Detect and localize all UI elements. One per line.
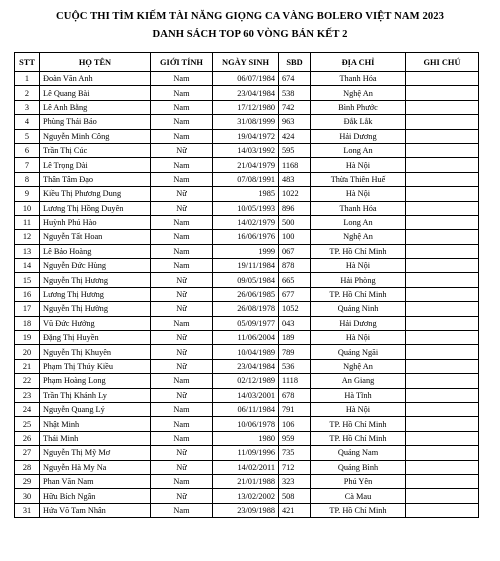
table-row [15, 129, 479, 143]
cell-dob: 14/02/2011 [213, 460, 279, 474]
cell-stt: 14 [15, 259, 40, 273]
cell-stt: 7 [15, 158, 40, 172]
table-row [15, 287, 479, 301]
cell-stt: 8 [15, 172, 40, 186]
cell-dob: 17/12/1980 [213, 100, 279, 114]
cell-address: Nghệ An [311, 230, 406, 244]
table-row [15, 302, 479, 316]
header-sbd: SBD [279, 53, 311, 72]
cell-stt: 20 [15, 345, 40, 359]
cell-gender: Nữ [151, 287, 213, 301]
header-stt: STT [15, 53, 40, 72]
cell-address: Cà Mau [311, 489, 406, 503]
cell-gender: Nữ [151, 201, 213, 215]
table-row [15, 359, 479, 373]
cell-address: Đắk Lắk [311, 115, 406, 129]
table-row [15, 402, 479, 416]
cell-address: Quảng Ngãi [311, 345, 406, 359]
cell-name: Lương Thị Hương [40, 287, 151, 301]
cell-note [406, 100, 479, 114]
cell-gender: Nữ [151, 359, 213, 373]
cell-note [406, 273, 479, 287]
cell-address: Quảng Nam [311, 446, 406, 460]
cell-address: Thanh Hóa [311, 201, 406, 215]
cell-address: TP. Hồ Chí Minh [311, 244, 406, 258]
cell-dob: 16/06/1976 [213, 230, 279, 244]
cell-dob: 09/05/1984 [213, 273, 279, 287]
cell-stt: 9 [15, 187, 40, 201]
cell-name: Nguyễn Hà My Na [40, 460, 151, 474]
cell-gender: Nữ [151, 446, 213, 460]
cell-sbd: 189 [279, 331, 311, 345]
cell-address: Nghệ An [311, 359, 406, 373]
cell-sbd: 100 [279, 230, 311, 244]
contestant-table [14, 52, 479, 518]
cell-stt: 3 [15, 100, 40, 114]
cell-gender: Nam [151, 172, 213, 186]
cell-name: Trần Thị Cúc [40, 143, 151, 157]
cell-address: TP. Hồ Chí Minh [311, 287, 406, 301]
cell-name: Kiều Thị Phương Dung [40, 187, 151, 201]
cell-gender: Nam [151, 129, 213, 143]
cell-sbd: 678 [279, 388, 311, 402]
cell-note [406, 331, 479, 345]
table-row [15, 115, 479, 129]
cell-stt: 10 [15, 201, 40, 215]
cell-sbd: 1168 [279, 158, 311, 172]
cell-note [406, 230, 479, 244]
cell-note [406, 259, 479, 273]
cell-stt: 2 [15, 86, 40, 100]
cell-sbd: 323 [279, 474, 311, 488]
table-row [15, 460, 479, 474]
table-row [15, 86, 479, 100]
cell-gender: Nữ [151, 273, 213, 287]
cell-note [406, 302, 479, 316]
cell-gender: Nam [151, 431, 213, 445]
cell-dob: 23/09/1988 [213, 503, 279, 517]
cell-name: Lương Thị Hồng Duyên [40, 201, 151, 215]
cell-gender: Nam [151, 72, 213, 86]
table-row [15, 474, 479, 488]
cell-address: Hà Nội [311, 259, 406, 273]
cell-name: Thái Minh [40, 431, 151, 445]
cell-note [406, 417, 479, 431]
cell-name: Nguyễn Thị Mỹ Mơ [40, 446, 151, 460]
cell-name: Đặng Thị Huyền [40, 331, 151, 345]
cell-sbd: 665 [279, 273, 311, 287]
cell-dob: 11/06/2004 [213, 331, 279, 345]
document-title: CUỘC THI TÌM KIẾM TÀI NĂNG GIỌNG CA VÀNG BOLERO VIỆT NAM 2023 [55, 11, 445, 22]
cell-sbd: 789 [279, 345, 311, 359]
cell-address: Thanh Hóa [311, 72, 406, 86]
cell-stt: 21 [15, 359, 40, 373]
cell-dob: 21/01/1988 [213, 474, 279, 488]
cell-note [406, 431, 479, 445]
cell-note [406, 215, 479, 229]
cell-gender: Nữ [151, 388, 213, 402]
cell-sbd: 878 [279, 259, 311, 273]
table-body [15, 72, 479, 518]
cell-name: Phạm Thị Thúy Kiều [40, 359, 151, 373]
cell-gender: Nữ [151, 331, 213, 345]
cell-sbd: 1118 [279, 374, 311, 388]
cell-dob: 14/02/1979 [213, 215, 279, 229]
header-gender: GIỚI TÍNH [151, 53, 213, 72]
table-row [15, 215, 479, 229]
cell-name: Vũ Đức Hưởng [40, 316, 151, 330]
cell-address: Thừa Thiên Huế [311, 172, 406, 186]
cell-stt: 5 [15, 129, 40, 143]
cell-stt: 1 [15, 72, 40, 86]
cell-note [406, 287, 479, 301]
cell-name: Đoàn Văn Anh [40, 72, 151, 86]
cell-gender: Nam [151, 100, 213, 114]
cell-note [406, 143, 479, 157]
cell-address: TP. Hồ Chí Minh [311, 417, 406, 431]
cell-name: Phùng Thái Bảo [40, 115, 151, 129]
table-row [15, 172, 479, 186]
cell-sbd: 043 [279, 316, 311, 330]
cell-name: Hứa Võ Tam Nhân [40, 503, 151, 517]
table-row [15, 187, 479, 201]
cell-stt: 11 [15, 215, 40, 229]
cell-stt: 25 [15, 417, 40, 431]
cell-gender: Nam [151, 215, 213, 229]
header-dob: NGÀY SINH [213, 53, 279, 72]
cell-name: Nhật Minh [40, 417, 151, 431]
cell-name: Lê Bảo Hoàng [40, 244, 151, 258]
cell-note [406, 316, 479, 330]
cell-gender: Nam [151, 158, 213, 172]
cell-gender: Nam [151, 374, 213, 388]
cell-dob: 13/02/2002 [213, 489, 279, 503]
cell-stt: 23 [15, 388, 40, 402]
cell-address: An Giang [311, 374, 406, 388]
cell-stt: 13 [15, 244, 40, 258]
cell-sbd: 421 [279, 503, 311, 517]
table-row [15, 100, 479, 114]
cell-note [406, 503, 479, 517]
cell-sbd: 483 [279, 172, 311, 186]
cell-sbd: 896 [279, 201, 311, 215]
cell-address: Long An [311, 143, 406, 157]
cell-note [406, 388, 479, 402]
cell-stt: 4 [15, 115, 40, 129]
cell-dob: 06/07/1984 [213, 72, 279, 86]
document-subtitle: DANH SÁCH TOP 60 VÒNG BÁN KẾT 2 [152, 29, 348, 40]
cell-sbd: 742 [279, 100, 311, 114]
table-header-row [15, 53, 479, 72]
table-row [15, 489, 479, 503]
cell-stt: 12 [15, 230, 40, 244]
cell-gender: Nam [151, 417, 213, 431]
cell-sbd: 067 [279, 244, 311, 258]
cell-sbd: 536 [279, 359, 311, 373]
cell-note [406, 172, 479, 186]
cell-stt: 30 [15, 489, 40, 503]
cell-gender: Nam [151, 86, 213, 100]
cell-stt: 24 [15, 402, 40, 416]
table-row [15, 230, 479, 244]
cell-note [406, 489, 479, 503]
cell-address: TP. Hồ Chí Minh [311, 503, 406, 517]
cell-note [406, 72, 479, 86]
cell-note [406, 86, 479, 100]
cell-name: Hữu Bích Ngân [40, 489, 151, 503]
table-row [15, 273, 479, 287]
cell-dob: 07/08/1991 [213, 172, 279, 186]
table-row [15, 72, 479, 86]
cell-gender: Nam [151, 230, 213, 244]
cell-note [406, 129, 479, 143]
cell-sbd: 791 [279, 402, 311, 416]
cell-address: Hà Nội [311, 331, 406, 345]
cell-gender: Nữ [151, 489, 213, 503]
cell-name: Thân Tâm Đạo [40, 172, 151, 186]
cell-sbd: 508 [279, 489, 311, 503]
cell-name: Phạm Hoàng Long [40, 374, 151, 388]
cell-dob: 11/09/1996 [213, 446, 279, 460]
cell-sbd: 1052 [279, 302, 311, 316]
cell-note [406, 359, 479, 373]
cell-address: Long An [311, 215, 406, 229]
cell-name: Huỳnh Phú Hào [40, 215, 151, 229]
cell-dob: 05/09/1977 [213, 316, 279, 330]
cell-address: Quảng Ninh [311, 302, 406, 316]
table-row [15, 388, 479, 402]
cell-note [406, 402, 479, 416]
cell-dob: 19/04/1972 [213, 129, 279, 143]
cell-stt: 28 [15, 460, 40, 474]
cell-name: Nguyễn Tất Hoan [40, 230, 151, 244]
cell-gender: Nam [151, 503, 213, 517]
cell-sbd: 1022 [279, 187, 311, 201]
cell-address: Hà Tĩnh [311, 388, 406, 402]
table-row [15, 374, 479, 388]
cell-dob: 10/06/1978 [213, 417, 279, 431]
cell-gender: Nam [151, 244, 213, 258]
cell-dob: 26/06/1985 [213, 287, 279, 301]
cell-note [406, 374, 479, 388]
cell-name: Nguyễn Minh Công [40, 129, 151, 143]
cell-sbd: 674 [279, 72, 311, 86]
table-row [15, 143, 479, 157]
table-row [15, 158, 479, 172]
cell-stt: 22 [15, 374, 40, 388]
cell-name: Nguyễn Quang Lý [40, 402, 151, 416]
header-address: ĐỊA CHỈ [311, 53, 406, 72]
cell-note [406, 446, 479, 460]
cell-name: Phan Văn Nam [40, 474, 151, 488]
cell-address: Hải Dương [311, 129, 406, 143]
cell-dob: 1999 [213, 244, 279, 258]
cell-stt: 17 [15, 302, 40, 316]
cell-address: Phú Yên [311, 474, 406, 488]
cell-dob: 19/11/1984 [213, 259, 279, 273]
cell-dob: 10/05/1993 [213, 201, 279, 215]
header-name: HỌ TÊN [40, 53, 151, 72]
cell-gender: Nữ [151, 187, 213, 201]
cell-address: Hà Nội [311, 187, 406, 201]
cell-sbd: 106 [279, 417, 311, 431]
cell-dob: 21/04/1979 [213, 158, 279, 172]
cell-address: Hà Nội [311, 158, 406, 172]
cell-note [406, 158, 479, 172]
cell-dob: 31/08/1999 [213, 115, 279, 129]
table-row [15, 503, 479, 517]
cell-stt: 27 [15, 446, 40, 460]
table-row [15, 201, 479, 215]
cell-name: Trần Thị Khánh Ly [40, 388, 151, 402]
cell-sbd: 963 [279, 115, 311, 129]
cell-sbd: 735 [279, 446, 311, 460]
cell-address: Quảng Bình [311, 460, 406, 474]
cell-dob: 14/03/1992 [213, 143, 279, 157]
cell-note [406, 244, 479, 258]
cell-sbd: 712 [279, 460, 311, 474]
cell-dob: 06/11/1984 [213, 402, 279, 416]
cell-stt: 29 [15, 474, 40, 488]
table-row [15, 446, 479, 460]
cell-dob: 26/08/1978 [213, 302, 279, 316]
cell-note [406, 187, 479, 201]
table-row [15, 316, 479, 330]
cell-address: Hải Phòng [311, 273, 406, 287]
header-note: GHI CHÚ [406, 53, 479, 72]
cell-name: Lê Anh Bằng [40, 100, 151, 114]
cell-address: TP. Hồ Chí Minh [311, 431, 406, 445]
cell-note [406, 460, 479, 474]
table-row [15, 417, 479, 431]
cell-gender: Nữ [151, 143, 213, 157]
cell-sbd: 500 [279, 215, 311, 229]
cell-address: Bình Phước [311, 100, 406, 114]
cell-note [406, 474, 479, 488]
table-row [15, 431, 479, 445]
cell-dob: 23/04/1984 [213, 359, 279, 373]
cell-address: Hải Dương [311, 316, 406, 330]
cell-dob: 10/04/1989 [213, 345, 279, 359]
cell-gender: Nữ [151, 345, 213, 359]
cell-gender: Nam [151, 316, 213, 330]
cell-sbd: 595 [279, 143, 311, 157]
cell-stt: 16 [15, 287, 40, 301]
cell-stt: 31 [15, 503, 40, 517]
cell-dob: 1980 [213, 431, 279, 445]
cell-name: Nguyễn Đức Hùng [40, 259, 151, 273]
cell-name: Nguyễn Thị Khuyên [40, 345, 151, 359]
cell-dob: 1985 [213, 187, 279, 201]
table-row [15, 331, 479, 345]
cell-sbd: 538 [279, 86, 311, 100]
cell-note [406, 345, 479, 359]
cell-address: Nghệ An [311, 86, 406, 100]
cell-dob: 14/03/2001 [213, 388, 279, 402]
table-row [15, 345, 479, 359]
cell-dob: 02/12/1989 [213, 374, 279, 388]
cell-sbd: 959 [279, 431, 311, 445]
cell-stt: 26 [15, 431, 40, 445]
cell-note [406, 115, 479, 129]
cell-name: Nguyễn Thị Hương [40, 273, 151, 287]
cell-gender: Nam [151, 474, 213, 488]
cell-stt: 15 [15, 273, 40, 287]
cell-stt: 6 [15, 143, 40, 157]
cell-gender: Nam [151, 402, 213, 416]
cell-name: Lê Quang Bài [40, 86, 151, 100]
cell-sbd: 424 [279, 129, 311, 143]
cell-dob: 23/04/1984 [213, 86, 279, 100]
cell-gender: Nam [151, 115, 213, 129]
cell-address: Hà Nội [311, 402, 406, 416]
cell-name: Nguyễn Thị Hường [40, 302, 151, 316]
cell-gender: Nam [151, 259, 213, 273]
cell-gender: Nữ [151, 302, 213, 316]
table-row [15, 259, 479, 273]
cell-sbd: 677 [279, 287, 311, 301]
cell-name: Lê Trọng Dài [40, 158, 151, 172]
cell-stt: 19 [15, 331, 40, 345]
cell-stt: 18 [15, 316, 40, 330]
cell-gender: Nữ [151, 460, 213, 474]
table-row [15, 244, 479, 258]
cell-note [406, 201, 479, 215]
